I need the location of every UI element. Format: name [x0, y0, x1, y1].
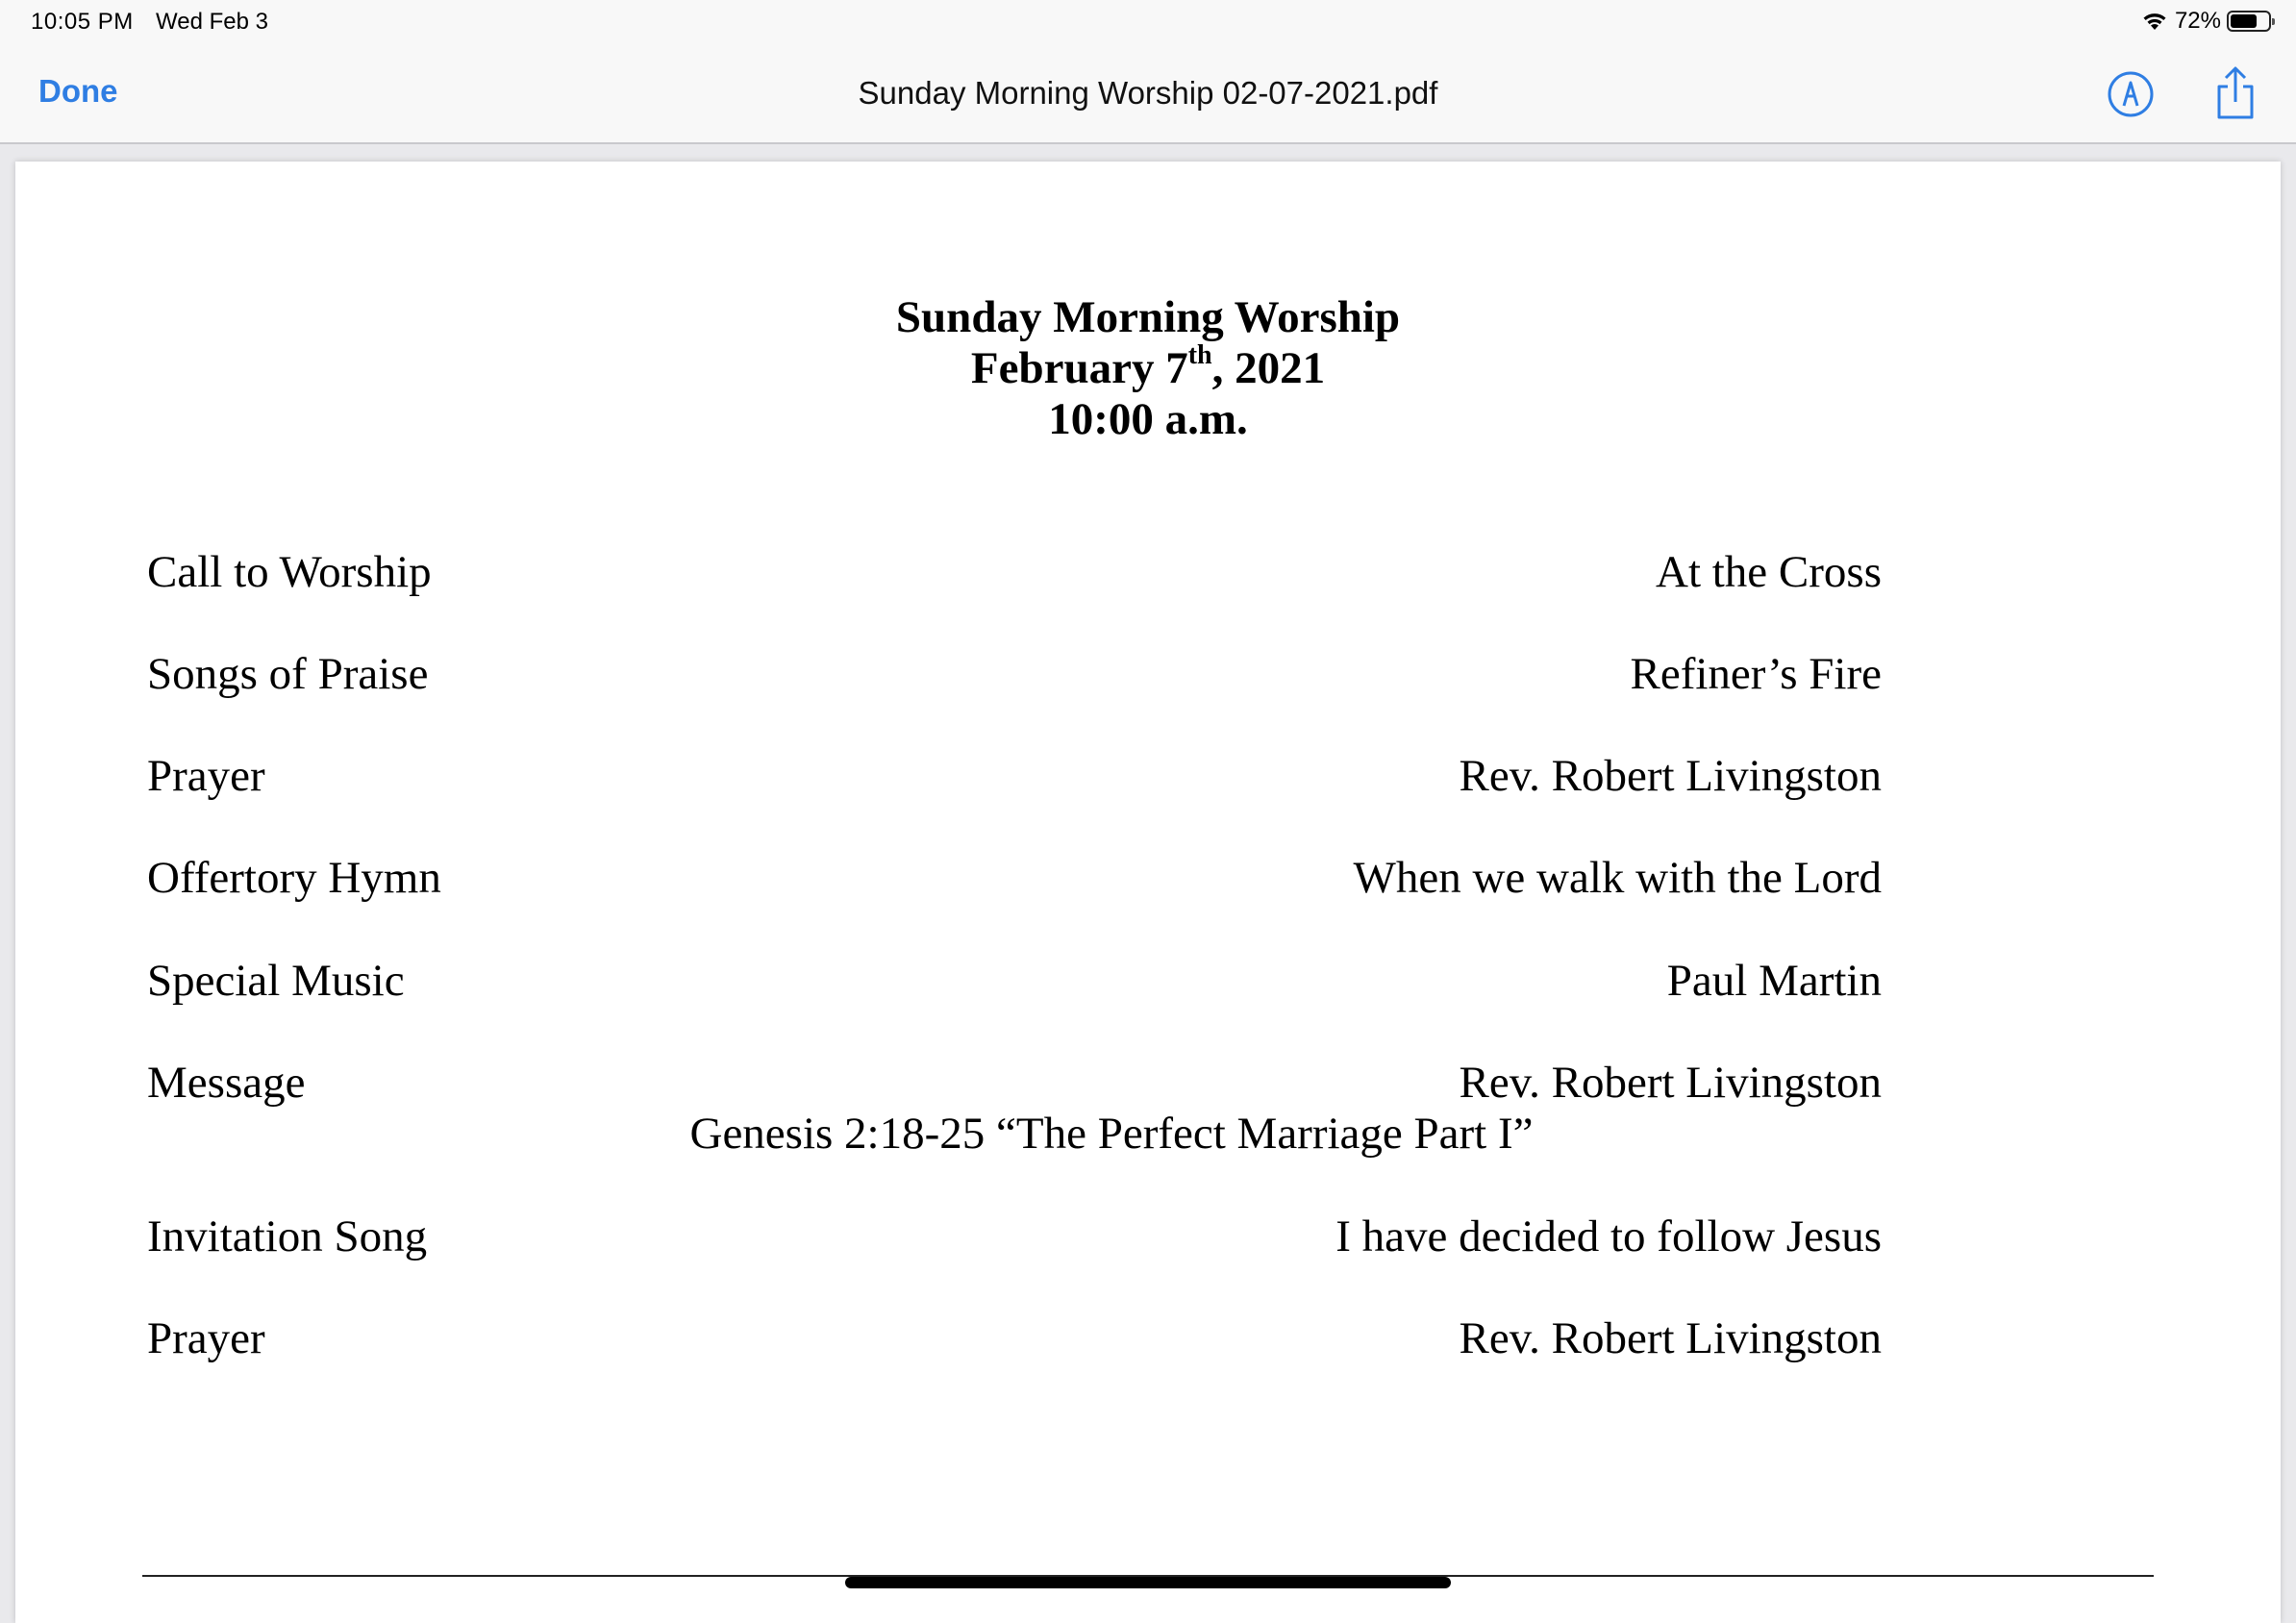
bulletin-header — [15, 292, 2281, 445]
date-month-day: February 7 — [970, 343, 1188, 393]
done-button[interactable]: Done — [38, 73, 118, 109]
order-item-detail: Paul Martin — [1666, 956, 1882, 1006]
order-item-detail: I have decided to follow Jesus — [1335, 1211, 1882, 1261]
home-indicator[interactable] — [845, 1577, 1451, 1588]
share-icon[interactable] — [2211, 65, 2259, 121]
order-item-label: Prayer — [147, 1313, 265, 1363]
markup-pen-icon[interactable] — [2106, 69, 2156, 119]
nav-bar — [0, 46, 2296, 144]
battery-icon — [2227, 11, 2271, 32]
order-item-label: Offertory Hymn — [147, 853, 441, 903]
order-item-label: Special Music — [147, 956, 405, 1006]
order-item-detail: At the Cross — [1656, 547, 1882, 597]
bulletin-time: 10:00 a.m. — [1048, 394, 1248, 444]
pdf-page[interactable] — [15, 162, 2281, 1623]
status-bar — [0, 0, 2296, 46]
bulletin-title: Sunday Morning Worship — [895, 292, 1401, 342]
document-title: Sunday Morning Worship 02-07-2021.pdf — [858, 75, 1438, 111]
battery-percent: 72% — [2174, 8, 2221, 34]
order-item-detail: Rev. Robert Livingston — [1459, 751, 1882, 801]
order-item-label: Message — [147, 1058, 306, 1108]
order-item-detail: When we walk with the Lord — [1353, 853, 1882, 903]
status-indicators — [2140, 8, 2271, 35]
date-suffix: th — [1187, 340, 1212, 370]
order-item-detail: Refiner’s Fire — [1630, 649, 1882, 699]
order-item-label: Songs of Praise — [147, 649, 429, 699]
order-item-detail: Rev. Robert Livingston — [1459, 1058, 1882, 1108]
order-item-label: Call to Worship — [147, 547, 432, 597]
order-item-label: Prayer — [147, 751, 265, 801]
status-date: Wed Feb 3 — [156, 9, 268, 35]
order-item-detail: Rev. Robert Livingston — [1459, 1313, 1882, 1363]
scripture-reference: Genesis 2:18-25 “The Perfect Marriage Part I” — [689, 1109, 1534, 1159]
order-item-label: Invitation Song — [147, 1211, 428, 1261]
status-time: 10:05 PM — [31, 9, 134, 35]
bulletin-date — [15, 340, 2281, 394]
wifi-icon — [2140, 10, 2169, 33]
date-year: , 2021 — [1211, 343, 1326, 393]
battery-level — [2231, 14, 2257, 28]
